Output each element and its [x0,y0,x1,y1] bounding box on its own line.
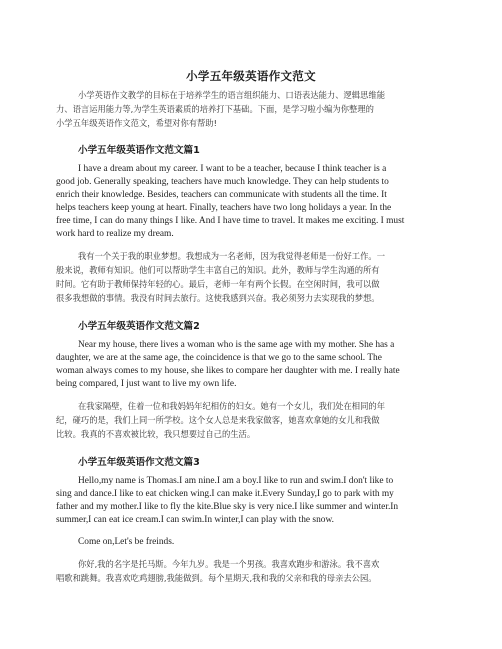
section-heading: 小学五年级英语作文范文篇2 [78,321,200,332]
document-title: 小学五年级英语作文范文 [186,69,316,83]
english-line: sing and dance.I like to eat chicken wing.I can make it.Every Sunday,I go to park with my [56,489,394,499]
chinese-line: 唱歌和跳舞。我喜欢吃鸡翅膀,我能做到。每个星期天,我和我的父亲和我的母亲去公园。 [56,573,377,583]
english-line: helps teachers keep young at heart. Finally, teachers have two long holidays a year. In the [56,203,392,213]
english-line: I have a dream about my career. I want to be a teacher, because I think teacher is a [78,164,387,174]
intro-line: 小学五年级英语作文范文，希望对你有帮助! [56,118,217,128]
chinese-line: 般来说，教师有知识。他们可以帮助学生丰富自己的知识。此外，教师与学生沟通的所有 [56,265,380,275]
english-line: Near my house, there lives a woman who is the same age with my mother. She has a [78,340,395,350]
chinese-line: 时间。它有助于教师保持年轻的心。最后，老师一年有两个长假。在空闲时间，我可以做 [56,279,380,289]
intro-line: 小学英语作文教学的目标在于培养学生的语言组织能力、口语表达能力、逻辑思维能 [78,90,385,100]
intro-line: 力、语言运用能力等,为学生英语素质的培养打下基础。下面，是学习啦小编为你整理的 [56,104,374,114]
chinese-line: 比较。我真的不喜欢被比较，我只想要过自己的生活。 [56,429,256,439]
section-heading: 小学五年级英语作文范文篇1 [78,145,200,156]
chinese-line: 我有一个关于我的职业梦想。我想成为一名老师，因为我觉得老师是一份好工作。一 [78,251,385,261]
chinese-line: 纪，碰巧的是，我们上同一所学校。这个女人总是来我家做客，她喜欢拿她的女儿和我做 [56,415,380,425]
english-line: woman always comes to my house, she likes to compare her daughter with me. I really hate [56,366,400,376]
chinese-line: 你好,我的名字是托马斯。今年九岁。我是一个男孩。我喜欢跑步和游泳。我不喜欢 [78,559,380,569]
english-line: daughter, we are at the same age, the coincidence is that we go to the same school. The [56,353,382,363]
section-heading: 小学五年级英语作文范文篇3 [78,457,200,468]
english-line: enrich their knowledge. Besides, teachers can communicate with students all the time. It [56,190,387,200]
english-line: work hard to realize my dream. [56,229,174,239]
english-line: free time, I can do many things I like. And I have time to travel. It makes me exciting. I must [56,216,405,226]
english-line: Hello,my name is Thomas.I am nine.I am a boy.I like to run and swim.I don't like to [78,476,394,486]
closing-line: Come on,Let's be freinds. [78,537,175,547]
chinese-line: 很多我想做的事情。我没有时间去旅行。这使我感到兴奋。我必须努力去实现我的梦想。 [56,293,380,303]
chinese-line: 在我家隔壁，住着一位和我妈妈年纪相仿的妇女。她有一个女儿，我们处在相同的年 [78,401,385,411]
english-line: father and my mother.I like to fly the kite.Blue sky is very nice.I like summer and winter.In [56,502,399,512]
english-line: being compared, I just want to live my own life. [56,379,237,389]
english-line: summer,I can eat ice cream.I can swim.In winter,I can play with the snow. [56,515,334,525]
english-line: good job. Generally speaking, teachers have much knowledge. They can help students to [56,177,389,187]
